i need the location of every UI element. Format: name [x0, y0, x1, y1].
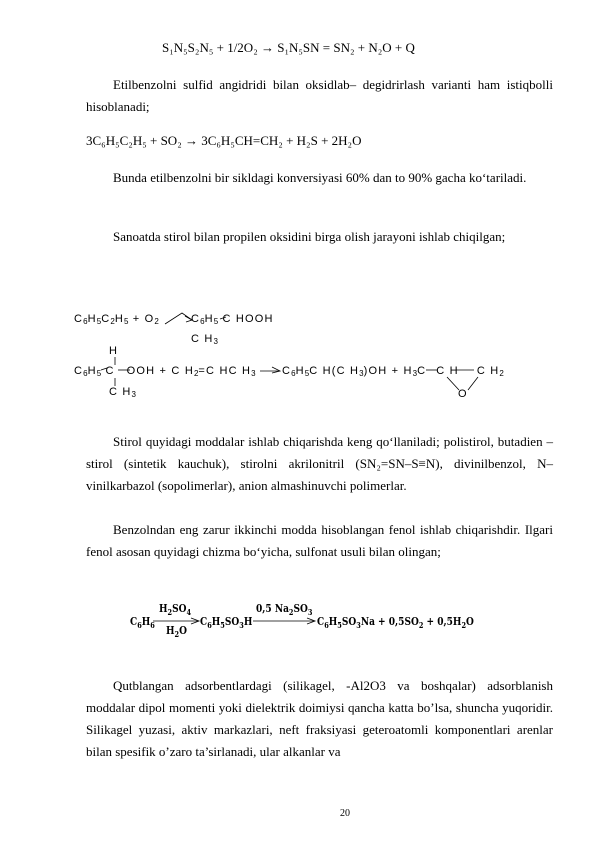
scheme2-reagent-above-2: 0,5 $Na_2SO_3$ [256, 602, 313, 617]
scheme1-row2-reactants: $C_6H_5$ C OOH + C $H_2=C$ HC $H_3$ [74, 365, 256, 378]
scheme2-reagent-above-1: $H_2SO_4$ [159, 602, 192, 617]
paragraph-5: Benzolndan eng zarur ikkinchi modda hisoblangan fenol ishlab chiqarishdir. Ilgari fenol asosan quyidagi chizma bo‘yicha, sulfonat usuli bilan olingan; [86, 522, 553, 559]
scheme1-h-atom: H [109, 345, 119, 357]
paragraph-4: Stirol quyidagi moddalar ishlab chiqarishda keng qo‘llaniladi; polistirol, butadien – stirol (sintetik kauchuk), stirolni akrilonitril (SN₂=SN–S≡N), divinilbenzol, N–vinilkarbazol (sopolimerlar), anion almashinuvchi polimerlar. [86, 434, 553, 493]
equation-2: 3C₆H₅C₂H₅ + SO₂ → 3C₆H₅CH=CH₂ + H₂S + 2H₂O [86, 133, 362, 148]
equation-top: S₁N₅S₂N₅ + 1/2O₂ → S₁N₅SN = SN₂ + N₂O + Q [162, 40, 415, 55]
scheme1-row2-products: $C_6H_5C$ H(C $H_3)OH + H_3C$ C H C $H_2$ [282, 365, 504, 378]
page-number: 20 [340, 808, 350, 819]
scheme2-reagent-below-1: $H_2O$ [166, 624, 187, 639]
scheme2-products: $C_6H_5SO_3Na + 0,5SO_2 + 0,5H_2O$ [317, 615, 474, 630]
scheme2-intermediate: $C_6H_5SO_3H$ [200, 615, 253, 630]
scheme1-row1-reactants: $C_6H_5C_2H_5 + O_2$ [74, 313, 159, 326]
paragraph-3: Sanoatda stirol bilan propilen oksidini birga olish jarayoni ishlab chiqilgan; [113, 229, 506, 244]
scheme2-reactant: $C_6H_6$ [130, 615, 155, 630]
scheme1-ch3-bottom: C $H_3$ [109, 386, 136, 399]
scheme1-row1-product: $C_6H_5$ C HOOH [191, 313, 274, 326]
paragraph-1: Etilbenzolni sulfid angidridi bilan oksidlab– degidrirlash varianti ham istiqbolli hisoblanadi; [86, 77, 553, 114]
paragraph-2: Bunda etilbenzolni bir sikldagi konversiyasi 60% dan to 90% gacha ko‘tariladi. [113, 170, 527, 185]
scheme1-oxygen-label: O [458, 388, 468, 400]
paragraph-6: Qutblangan adsorbentlardagi (silikagel, -Al2O3 va boshqalar) adsorblanish moddalar dipol momenti yoki dielektrik doimiysi qancha katta bo’lsa, shuncha yuqoridir. Silikagel yuzasi, aktiv markazlari, neft fraksiyasi geteroatomli komponentlari arenlar bilan spesifik o’zaro ta’sirlanadi, ular alkanlar va [86, 678, 553, 759]
scheme1-ch3-top: C $H_3$ [191, 333, 218, 346]
